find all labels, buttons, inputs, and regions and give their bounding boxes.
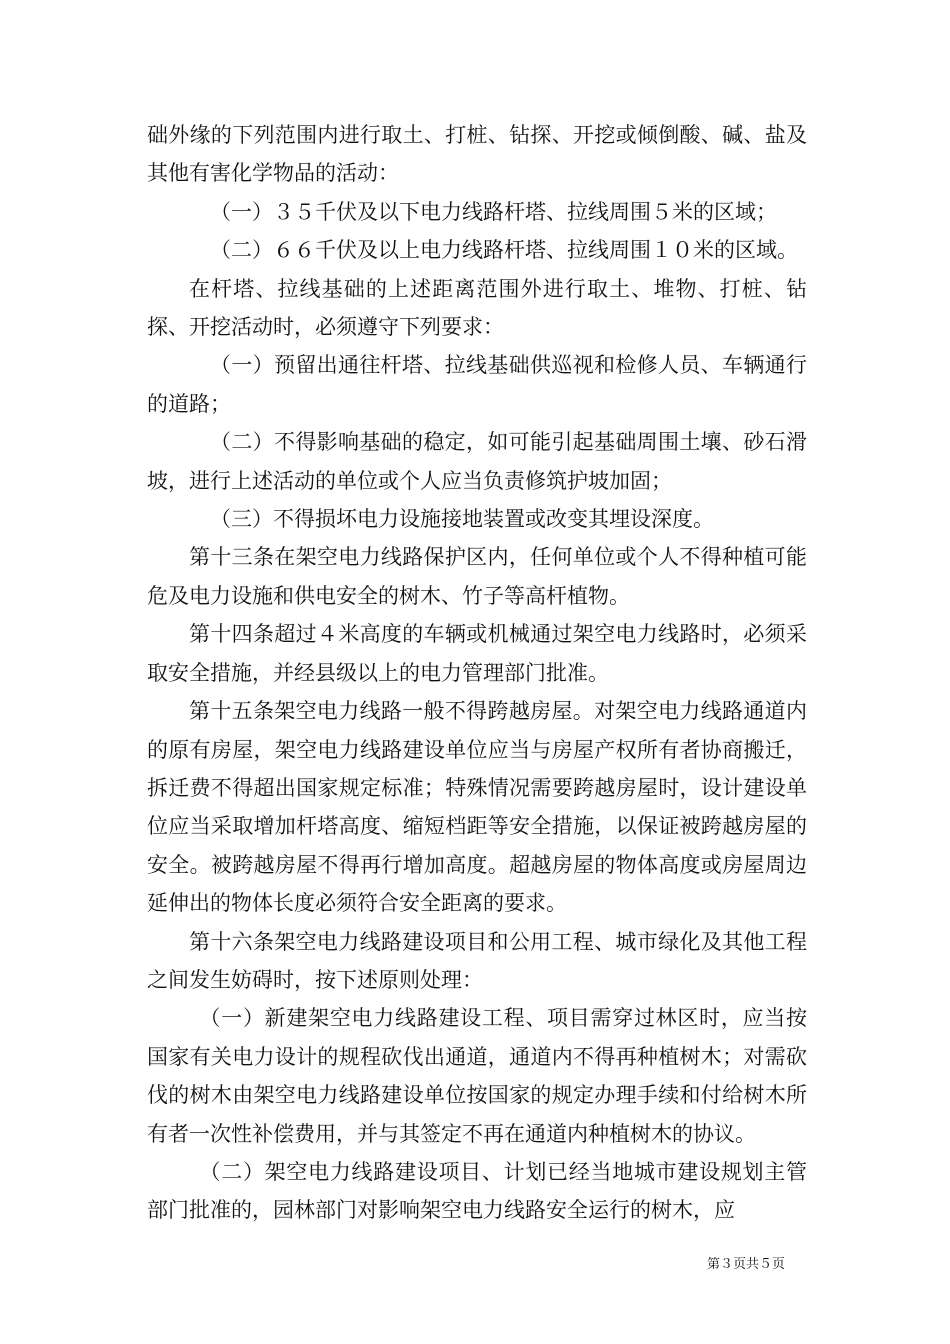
list-item-foundation: （二）不得影响基础的稳定，如可能引起基础周围土壤、砂石滑坡，进行上述活动的单位或个人应当负责修筑护坡加固； bbox=[147, 430, 807, 493]
list-item-grounding: （三）不得损坏电力设施接地装置或改变其埋设深度。 bbox=[210, 507, 714, 532]
list-item-35kv: （一）３５千伏及以下电力线路杆塔、拉线周围５米的区域； bbox=[210, 199, 777, 224]
document-body bbox=[147, 116, 807, 1230]
article-16: 第十六条架空电力线路建设项目和公用工程、城市绿化及其他工程之间发生妨碍时，按下述原则处理： bbox=[147, 929, 807, 992]
article-13: 第十三条在架空电力线路保护区内，任何单位或个人不得种植可能危及电力设施和供电安全的树木、竹子等高杆植物。 bbox=[147, 545, 807, 608]
article-15: 第十五条架空电力线路一般不得跨越房屋。对架空电力线路通道内的原有房屋，架空电力线路建设单位应当与房屋产权所有者协商搬迁，拆迁费不得超出国家规定标准；特殊情况需要跨越房屋时，设计建设单位应当采取增加杆塔高度、缩短档距等安全措施，以保证被跨越房屋的安全。被跨越房屋不得再行增加高度。超越房屋的物体高度或房屋周边延伸出的物体长度必须符合安全距离的要求。 bbox=[147, 699, 807, 916]
paragraph-requirements-intro: 在杆塔、拉线基础的上述距离范围外进行取土、堆物、打桩、钻探、开挖活动时，必须遵守下列要求： bbox=[147, 276, 807, 340]
article-16-item-2: （二）架空电力线路建设项目、计划已经当地城市建设规划主管部门批准的，园林部门对影响架空电力线路安全运行的树木，应 bbox=[147, 1159, 807, 1223]
page-number: 第３页共５页 bbox=[707, 1257, 786, 1272]
article-14: 第十四条超过４米高度的车辆或机械通过架空电力线路时，必须采取安全措施，并经县级以上的电力管理部门批准。 bbox=[147, 622, 807, 685]
article-16-item-1: （一）新建架空电力线路建设工程、项目需穿过林区时，应当按国家有关电力设计的规程砍伐出通道，通道内不得再种植树木；对需砍伐的树木由架空电力线路建设单位按国家的规定办理手续和付给树木所有者一次性补偿费用，并与其签定不再在通道内种植树木的协议。 bbox=[147, 1006, 807, 1146]
list-item-66kv: （二）６６千伏及以上电力线路杆塔、拉线周围１０米的区域。 bbox=[210, 238, 798, 263]
paragraph-continuation: 础外缘的下列范围内进行取土、打桩、钻探、开挖或倾倒酸、碱、盐及其他有害化学物品的活动： bbox=[147, 123, 807, 186]
list-item-road: （一）预留出通往杆塔、拉线基础供巡视和检修人员、车辆通行的道路； bbox=[147, 353, 807, 416]
